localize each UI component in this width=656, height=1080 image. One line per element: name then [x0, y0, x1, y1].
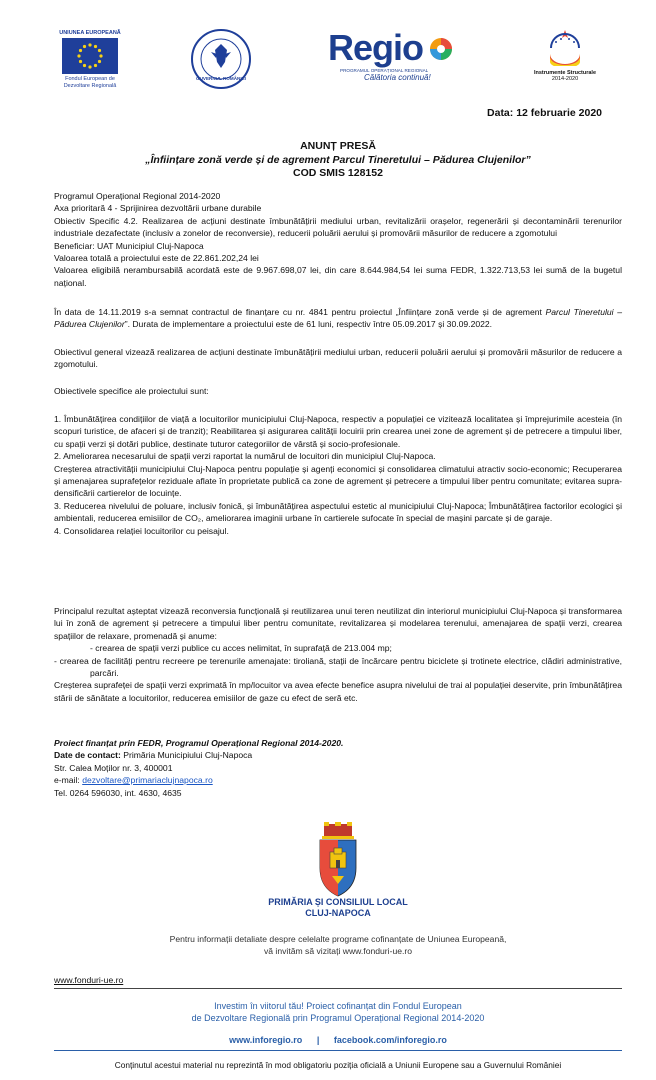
- general-objective: [54, 346, 622, 371]
- structural-instruments-logo: [532, 28, 598, 92]
- contract-italic: Parcul Tineretului – Pădurea Clujenilor: [54, 307, 622, 330]
- eu-logo: [54, 30, 126, 90]
- facebook-link[interactable]: facebook.com/inforegio.ro: [333, 1035, 447, 1045]
- result-item: - crearea de facilități pentru recreere pe terenurile amenajate: tiroliană, stații de încărcare pentru biciclete și trotinete electrice, clădiri administrative, parcări.: [54, 655, 622, 679]
- structural-instruments-title: Instrumente Structurale: [533, 70, 597, 76]
- info-line: Axa prioritară 4 - Sprijinirea dezvoltării urbane durabile: [54, 203, 262, 214]
- contract-post: ”. Durata de implementare a proiectului este de 61 luni, respectiv între 05.09.2017 și 30.09.2022.: [124, 319, 493, 330]
- info-line: Programul Operațional Regional 2014-2020: [54, 191, 221, 201]
- city-hall-line2: CLUJ-NAPOCA: [305, 908, 371, 918]
- disclaimer: Conținutul acestui material nu reprezintă în mod obligatoriu poziția oficială a Uniunii Europene sau a Guvernului României: [114, 1060, 562, 1070]
- regio-logo-tagline: PROGRAMUL OPERAȚIONAL REGIONAL: [340, 68, 429, 73]
- eu-logo-title: UNIUNEA EUROPEANĂ: [59, 30, 121, 36]
- objective-item: 3. Reducerea nivelului de poluare, inclusiv fonică, și îmbunătățirea aspectului estetic al municipiului Cluj-Napoca; Îmbunătățirea factorilor ecologici și ambientali, reducerea emisiilor de CO₂, ameliorarea imaginii urbane în cartierele sufocate în special de mașini parcate și de garaje.: [54, 500, 622, 524]
- info-line: Obiectiv Specific 4.2. Realizarea de acțiuni destinate îmbunătățirii mediului urban, revitalizării orașelor, regenerării și decontaminării terenurilor industriale dezafectate (inclusiv a zonelor de reconversie), reducerii poluării aerului și promovării măsurilor de reducere a zgomotului: [54, 215, 622, 239]
- objective-item: 1. Îmbunătățirea condițiilor de viață a locuitorilor municipiului Cluj-Napoca, respectiv a populației ce vizitează localitatea și împrejurimile acesteia (în scopuri turistice, de afaceri și de tranzit); Reabilitarea și asigurarea calității locuirii prin crearea unei zone de agrement și de petrecere a timpului liber, cu spații verzi și dotări publice, destinate tuturor categoriilor de vârstă și socio-profesionale.: [54, 414, 622, 449]
- funding-note: Proiect finanțat prin FEDR, Programul Operațional Regional 2014-2020.: [54, 738, 344, 748]
- regio-logo: [328, 27, 458, 90]
- contact-address: Str. Calea Moților nr. 3, 400001: [54, 762, 173, 773]
- specific-heading: [54, 385, 622, 397]
- project-code: COD SMIS 128152: [293, 167, 383, 179]
- info-line: Beneficiar: UAT Municipiul Cluj-Napoca: [54, 240, 204, 251]
- government-seal-text: GUVERNUL ROMÂNIEI: [196, 76, 246, 81]
- investment-line1: Investim în viitorul tău! Proiect cofinanțat din Fondul European: [214, 1001, 462, 1011]
- result-item: - crearea de spații verzi publice cu acces nelimitat, în suprafață de 213.004 mp;: [90, 643, 392, 654]
- contract-paragraph: [54, 306, 622, 331]
- investment-slogan: [54, 1000, 622, 1024]
- specific-heading-text: Obiectivele specifice ale proiectului sunt:: [54, 386, 209, 396]
- contact-label: Date de contact:: [54, 750, 121, 761]
- contact-block: [54, 737, 622, 799]
- objective-item: 2. Ameliorarea necesarului de spații verzi raportat la numărul de locuitori din municipiul Cluj-Napoca.: [54, 451, 436, 462]
- info-line: Valoarea eligibilă nerambursabilă acordată este de 9.967.698,07 lei, din care 8.644.984,54 lei suma FEDR, 1.322.713,53 lei sumă de la bugetul național.: [54, 265, 622, 288]
- fonduri-site-text[interactable]: www.fonduri-ue.ro: [54, 975, 124, 985]
- structural-instruments-years: 2014-2020: [551, 76, 579, 82]
- footer-info-line1: Pentru informații detaliate despre celelalte programe cofinanțate de Uniunea Europeană,: [169, 934, 507, 944]
- press-title: ANUNȚ PRESĂ: [300, 140, 376, 152]
- contact-phone: Tel. 0264 596030, int. 4630, 4635: [54, 787, 182, 798]
- footer-info-line2: vă invităm să vizitați www.fonduri-ue.ro: [263, 946, 413, 956]
- eu-flag-icon: [62, 38, 118, 74]
- inforegio-link[interactable]: www.inforegio.ro: [229, 1035, 303, 1045]
- press-subtitle: [54, 154, 622, 168]
- email-link[interactable]: dezvoltare@primariaclujnapoca.ro: [82, 775, 213, 786]
- eu-logo-subtitle: Fondul European de Dezvoltare Regională: [63, 76, 117, 89]
- cluj-crest: [308, 822, 368, 898]
- city-hall-name: [228, 897, 448, 919]
- regio-logo-name: Regio: [328, 27, 424, 68]
- footer-divider: [54, 988, 622, 989]
- document-date: Data: 12 februarie 2020: [487, 107, 602, 119]
- footer-divider-blue: [54, 1050, 622, 1051]
- footer-info: [54, 933, 622, 957]
- investment-line2: de Dezvoltare Regională prin Programul Operațional Regional 2014-2020: [191, 1013, 485, 1023]
- regio-logo-slogan: Călătoria continuă!: [364, 73, 431, 82]
- specific-objectives: [54, 413, 622, 537]
- fonduri-site: [54, 975, 123, 985]
- result-intro: Principalul rezultat așteptat vizează reconversia funcțională și reutilizarea unui teren neutilizat din interiorul municipiului Cluj-Napoca și transformarea lui în zonă de agrement și petrecere a timpului liber pentru comunitate, revitalizarea și modelarea terenului, amenajarea de spații verzi, crearea spațiilor de relaxare, promenadă și anume:: [54, 606, 622, 641]
- cluj-napoca-coat-of-arms-icon: [308, 822, 368, 898]
- press-subtitle-pre: „Înființare zonă verde și de agrement: [145, 153, 333, 166]
- footer-links: [54, 1035, 622, 1045]
- press-header: [54, 140, 622, 181]
- press-subtitle-italic: Parcul Tineretului – Pădurea Clujenilor: [332, 153, 526, 166]
- email-label: e-mail:: [54, 775, 83, 786]
- press-subtitle-post: ”: [525, 153, 531, 166]
- link-separator: |: [316, 1035, 320, 1045]
- project-info: [54, 190, 622, 289]
- city-hall-line1: PRIMĂRIA ȘI CONSILIUL LOCAL: [268, 897, 408, 907]
- expected-result: [54, 605, 622, 704]
- objective-item: 4. Consolidarea relației locuitorilor cu peisajul.: [54, 525, 229, 536]
- contact-org: Primăria Municipiului Cluj-Napoca: [120, 750, 253, 761]
- general-objective-text: Obiectivul general vizează realizarea de acțiuni destinate îmbunătățirii mediului urban, reducerii poluării aerului și promovării măsurilor de reducere a zgomotului.: [54, 347, 622, 370]
- contract-pre: În data de 14.11.2019 s-a semnat contractul de finanțare cu nr. 4841 pentru proiectul „Înființare zonă verde și de agrement: [54, 307, 546, 317]
- structural-instruments-icon: [547, 28, 583, 66]
- result-outro: Creșterea suprafeței de spații verzi exprimată în mp/locuitor va avea efecte benefice asupra nivelului de trai al populației deservite, prin îmbunătățirea stării de sănătate a locuitorilor, reducerea emisiilor de gaze cu efect de seră etc.: [54, 680, 622, 703]
- regio-color-wheel-icon: [428, 36, 454, 62]
- info-line: Valoarea totală a proiectului este de 22.861.202,24 lei: [54, 253, 259, 264]
- government-seal: [190, 28, 252, 90]
- objective-item: Creșterea atractivității municipiului Cluj-Napoca pentru populație și agenți economici și consolidarea climatului atractiv socio-economic; Recuperarea și amenajarea suprafețelor reziduale aflate în proprietate publică ca zone de agrement și petrecere a timpului liber pentru comunitate; evitarea supra-densificării cartierelor de locuințe.: [54, 463, 622, 499]
